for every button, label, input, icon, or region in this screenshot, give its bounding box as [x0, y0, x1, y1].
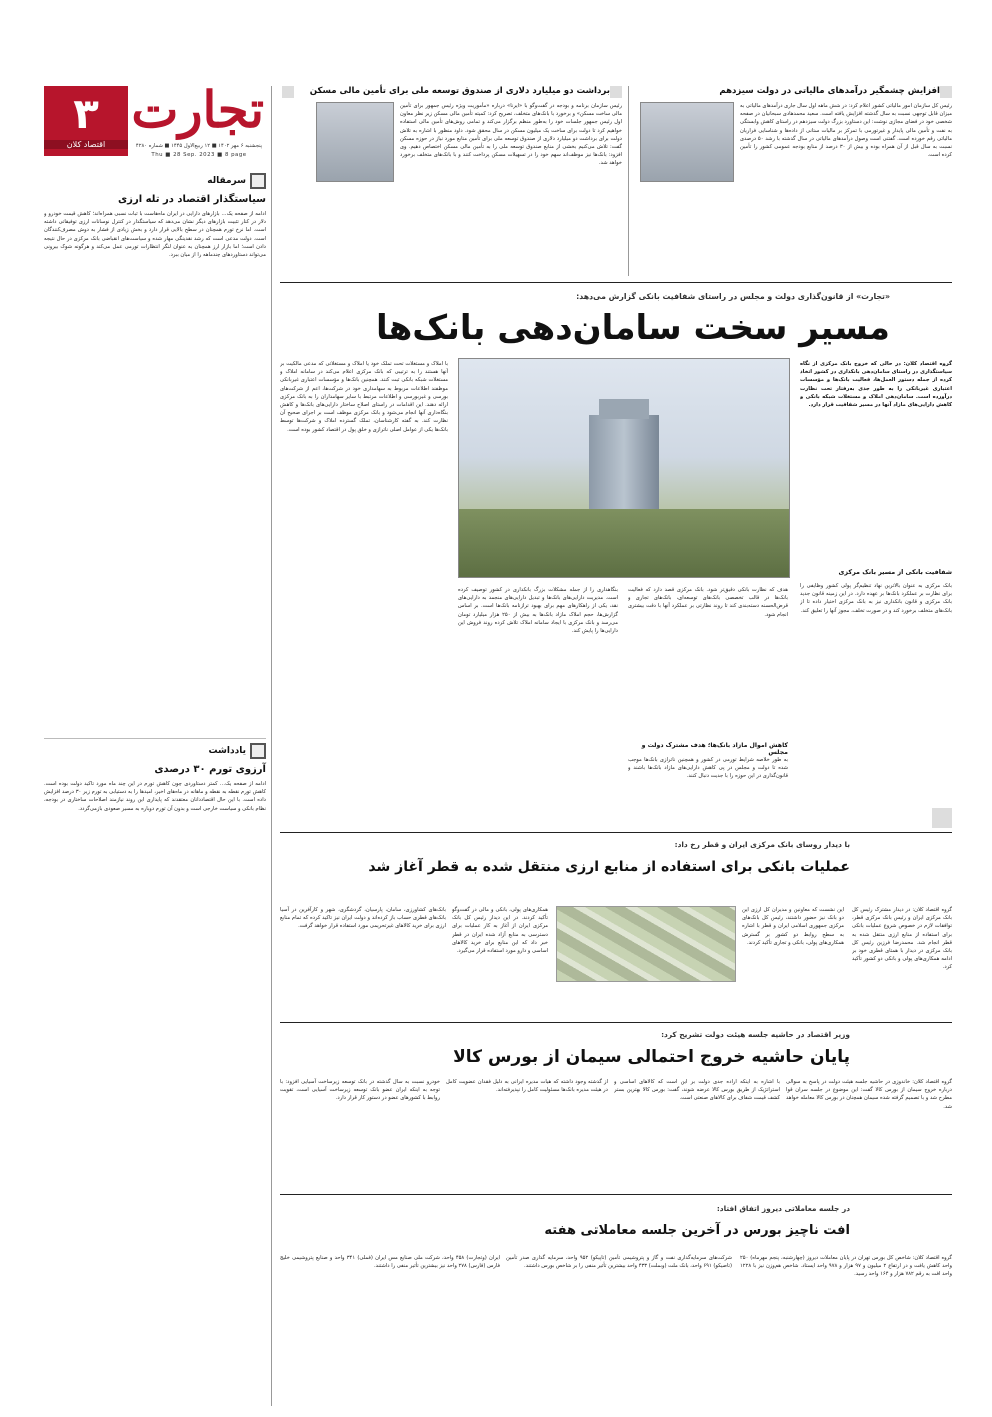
lead-sub2-body: به طور خلاصه شرایط تورمی در کشور و همچنین ناترازی بانک‌ها موجب شده تا دولت و مجلس در پی کاهش دارایی‌های مازاد بانک‌ها باشند و قانون‌گذاری در این حوزه را با جدیت دنبال کنند.	[628, 757, 788, 780]
top-right-corner-mark	[940, 86, 952, 98]
checkbox-icon	[250, 173, 266, 189]
building-top	[599, 399, 649, 419]
story4-col2: شرکت‌های سرمایه‌گذاری نفت و گاز و پتروشیمی تأمین (تاپیکو) ۹۵۲ واحد، سرمایه گذاری صدر تأمین (تاصیکو) ۶۹۱ واحد، بانک ملت (وبملت) ۴۳۳ واحد بیشترین تأثیر منفی را بر شاخص بورس داشتند.	[506, 1255, 732, 1270]
money-photo	[556, 906, 736, 982]
section-label: اقتصاد کلان	[44, 140, 128, 149]
lead-corner-mark	[932, 808, 952, 828]
story2-col4: بانک‌های کشاورزی، سامان، پارسیان، گردشگری، شهر و کارآفرین در آسیا بانک‌های قطری حساب باز کرده‌اند و دولت ایران نیز تاکید کرده که تمام منابع ارزی برای خرید کالاهای غیرتحریمی مورد استفاده قرار خواهد گرفت.	[280, 907, 446, 930]
date-en: Thu ■ 28 Sep. 2023 ■ 8 page	[151, 152, 247, 158]
story3-col3: از گذشته وجود داشته که هیات مدیره ایرانی به دلیل فقدان عضویت کامل در هیئت مدیره بانک‌ها مسئولیت کامل را نپذیرفته‌اند.	[446, 1079, 608, 1094]
top-left-side-mark	[282, 86, 294, 98]
story2-headline: عملیات بانکی برای استفاده از منابع ارزی منتقل شده به قطر آغاز شد	[368, 859, 850, 875]
date-line: پنجشنبه ۶ مهر ۱۴۰۲ ■ ۱۲ ربیع‌الاول ۱۴۴۵ ■ شماره ۴۲۸۰	[135, 143, 263, 149]
story4-col1: گروه اقتصاد کلان: شاخص کل بورس تهران در پایان معاملات دیروز (چهارشنبه، پنجم مهرماه) ۲۵۰ واحد کاهش یافت و در ارتفاع ۲ میلیون و ۹۷ هزار و ۹۷۸ واحد ایستاد. شاخص هم‌وزن نیز با ۱۲۲۸ واحد افت به رقم ۷۸۲ هزار و ۱۶۴ واحد رسید.	[740, 1255, 952, 1278]
lead-headline: مسیر سخت سامان‌دهی بانک‌ها	[375, 308, 890, 348]
lead-intro: گروه اقتصاد کلان: در حالی که خروج بانک مرکزی از نگاه سیاستگذاری در راستای سامان‌دهی بانکداری در کشور اتخاذ کرده از جمله دستور العمل‌ها، فعالیت بانک‌ها و مؤسسات اعتباری غیربانکی را به طور جدی به‌رفتار تحت نظارت درآورده است. سامان‌دهی املاک و مستغلات شبکه بانکی و کاهش دارایی‌های مازاد آنها در مسیر شفافیت قرار دارد.	[800, 361, 952, 409]
sidebar-vertical-rule	[271, 86, 272, 1406]
story2-col3: همکاری‌های پولی، بانکی و مالی در گفت‌وگو تأکید کردند. در این دیدار رئیس کل بانک مرکزی ایران از آغاز به کار عملیات برای دسترسی به منابع آزاد شده ایران در قطر خبر داد که این منابع برای خرید کالاهای اساسی و دارو مورد استفاده قرار می‌گیرد.	[452, 907, 548, 955]
central-bank-photo	[458, 358, 790, 578]
top-right-headline: افزایش چشمگیر درآمدهای مالیاتی در دولت سیزدهم	[719, 86, 940, 96]
story3-col2: با اشاره به اینکه اراده جدی دولت بر این است که کالاهای اساسی و استراتژیک از طریق بورس کالا عرضه شوند، گفت: بورس کالا بهترین بستر کشف قیمت شفاف برای کالاهای صنعتی است.	[614, 1079, 780, 1102]
story4-col3: ایران (وتجارت) ۴۵۸ واحد، شرکت ملی صنایع مس ایران (فملی) ۳۴۱ واحد و صنایع پتروشیمی خلیج فارس (فارس) ۲۷۸ واحد نیز بیشترین تأثیر منفی را داشتند.	[280, 1255, 500, 1270]
story3-kicker: وزیر اقتصاد در حاشیه جلسه هیئت دولت تشریح کرد:	[661, 1030, 850, 1039]
masthead-logo: تجارت	[131, 80, 264, 139]
top-left-corner-mark	[610, 86, 622, 98]
top-section-rule	[280, 282, 952, 283]
lead-kicker: «تجارت» از قانون‌گذاری دولت و مجلس در راستای شفافیت بانکی گزارش می‌دهد:	[576, 292, 890, 301]
story4-headline: افت ناچیز بورس در آخرین جلسه معاملاتی هفته	[544, 1223, 850, 1238]
top-left-portrait	[316, 102, 394, 182]
story3-col1: گروه اقتصاد کلان: خاندوزی در حاشیه جلسه هیئت دولت در پاسخ به سوالی درباره خروج سیمان از بورس کالا گفت: این موضوع در جلسه سران قوا مطرح شد و با تصمیم گرفته شده سیمان همچنان در بورس کالا معامله خواهد شد.	[786, 1079, 952, 1110]
checkbox-icon	[250, 743, 266, 759]
editorial-body: ادامه از صفحه یک… بازارهای دارایی در ایران ماه‌هاست با ثبات نسبی همراه‌اند؛ کاهش قیمت خودرو و دلار در کنار تثبیت بازارهای دیگر نشان می‌دهد که سیاستگذار در کنترل نوسانات ارزی توفیقاتی داشته است. اما نرخ تورم همچنان در سطح بالایی قرار دارد و بخش زیادی از فشار به دوش مصرف‌کنندگان است. دولت مدعی است که رشد نقدینگی مهار شده و سیاست‌های انقباضی بانک مرکزی در حال نتیجه دادن است؛ اما بازار ارز همچنان به عنوان لنگر انتظارات تورمی عمل می‌کند و هرگونه شوک بیرونی می‌تواند دستاوردهای چندماهه را از میان ببرد.	[44, 211, 266, 259]
story3-bottom-rule	[280, 1194, 952, 1195]
editorial-heading	[44, 172, 266, 190]
lead-sub1-title: شفافیت بانکی از مسیر بانک مرکزی	[838, 568, 952, 576]
story3-headline: پایان حاشیه خروج احتمالی سیمان از بورس کالا	[453, 1047, 850, 1067]
lead-sub2-title: کاهش اموال مازاد بانک‌ها؛ هدف مشترک دولت و مجلس	[641, 742, 788, 756]
sidebar-divider	[44, 738, 266, 739]
editorial-headline: سیاستگذار اقتصاد در تله ارزی	[118, 194, 266, 205]
top-right-body: رئیس کل سازمان امور مالیاتی کشور اعلام کرد: در شش ماهه اول سال جاری درآمدهای مالیاتی به میزان قابل توجهی نسبت به سال گذشته افزایش یافته است. سعید محمدهادی سبحانیان در صفحه شخصی خود در فضای مجازی نوشت: این دستاورد بزرگ دولت سیزدهم در راستای کاهش وابستگی به نفت و تأمین مالی پایدار و غیرتورمی با تمرکز بر مالیات ستانی از داده‌ها و شناسایی فراریان مالیاتی رقم خورده است. گفتنی است وصول درآمدهای مالیاتی در سال گذشته با رشد ۵۰ درصدی نسبت به سال قبل از آن همراه بوده و بیش از ۳۰ درصد از منابع بودجه عمومی کشور را تأمین کرده است.	[740, 103, 952, 159]
lead-bottom-rule	[280, 832, 952, 833]
lead-col3: هدف که نظارت بانکی دقیق‌تر شود. بانک مرکزی قصد دارد که فعالیت بانک‌ها در قالب تخصصی بانک‌های توسعه‌ای، بانک‌های تجاری و قرض‌الحسنه دسته‌بندی کند تا روند نظارتی بر عملکرد آنها با دقت بیشتری انجام شود.	[628, 587, 788, 618]
lead-sub1-body: بانک مرکزی به عنوان بالاترین نهاد تنظیم‌گر پولی کشور وظایفی را برای نظارت بر عملکرد بانک‌ها بر عهده دارد. در این زمینه قانون جدید بانک مرکزی و قانون بانکداری نیز به بانک مرکزی اختیار داده تا از بانک‌های متخلف برخورد کند و در صورت تخلف، مجوز آنها را تعلیق کند.	[800, 583, 952, 614]
top-left-headline: برداشت دو میلیارد دلاری از صندوق توسعه ملی برای تأمین مالی مسکن	[309, 86, 610, 96]
story4-kicker: در جلسه معاملاتی دیروز اتفاق افتاد:	[716, 1204, 850, 1213]
top-right-portrait	[640, 102, 734, 182]
story2-col2: این نشست که معاونین و مدیران کل ارزی این دو بانک نیز حضور داشتند، رئیس کل بانک‌های مرکزی جمهوری اسلامی ایران و قطر با اشاره به سطح روابط دو کشور بر گسترش همکاری‌های پولی، بانکی و تجاری تأکید کردند.	[742, 907, 844, 946]
note-headline: آرزوی تورم ۳۰ درصدی	[154, 764, 266, 775]
note-title: یادداشت	[208, 746, 246, 756]
note-heading	[44, 742, 266, 760]
lead-col1: با املاک و مستغلات تحت تملک خود یا املاک و مستغلاتی که مدعی مالکیت بر آنها هستند را به ترتیبی که بانک مرکزی اعلام می‌کند در سامانه املاک و مستغلات شبکه بانکی ثبت کنند. همچنین بانک‌ها و مؤسسات اعتباری غیربانکی موظفند اطلاعات مربوط به سهامداری خود در شرکت‌ها، اعم از شرکت‌های بورسی و غیربورسی و اطلاعات مرتبط با سایر سهامداران را به بانک مرکزی ارائه دهند. این اقدامات در راستای اصلاح ساختار دارایی‌های بانک‌ها و کاهش بنگاه‌داری آنها انجام می‌شود و بانک مرکزی موظف است بر اجرای صحیح آن نظارت کند. به گفته کارشناسان، تملک گسترده املاک و شرکت‌ها توسط بانک‌ها یکی از عوامل اصلی ناترازی و خلق پول در اقتصاد کشور بوده است.	[280, 361, 448, 433]
page-number-box	[44, 86, 128, 156]
page-number: ۳	[73, 88, 99, 138]
top-left-body: رئیس سازمان برنامه و بودجه در گفت‌وگو با «ایرنا» درباره «مأموریت ویژه رئیس جمهور برای تأمین مالی ساخت مسکن» و برخورد با بانک‌های متخلف، تصریح کرد: کمیته تأمین مالی مسکن زیر نظر معاون اول رئیس جمهور جلسات خود را به‌طور منظم برگزار می‌کند و تمامی روش‌های تأمین مالی استفاده خواهیم کرد تا دولت برای ساخت یک میلیون مسکن در سال محقق شود. داود منظور با اشاره به تلاش دولت برای برداشت دو میلیارد دلاری از صندوق توسعه ملی برای تأمین منابع مورد نیاز در حوزه مسکن گفت: تلاش می‌کنیم بخشی از منابع صندوق توسعه ملی را به تأمین مالی مسکن اختصاص دهیم. وی افزود: بانک‌ها نیز موظف‌اند سهم خود را در تسهیلات مسکن پرداخت کنند و با بانک‌های متخلف برخورد خواهد شد.	[400, 103, 622, 167]
story2-kicker: با دیدار روسای بانک مرکزی ایران و قطر رخ داد:	[674, 840, 850, 849]
story2-bottom-rule	[280, 1022, 952, 1023]
story2-col1: گروه اقتصاد کلان: در دیدار مشترک رئیس کل بانک مرکزی ایران و رئیس بانک مرکزی قطر، توافقات لازم در خصوص شروع عملیات بانکی برای استفاده از منابع ارزی منتقل شده به قطر انجام شد. محمدرضا فرزین رئیس کل بانک مرکزی در دیدار با همتای قطری خود بر ادامه همکاری‌های پولی و بانکی دو کشور تأکید کرد.	[852, 907, 952, 971]
top-divider-vertical	[628, 86, 629, 276]
story3-col4: خودرو نسبت به سال گذشته در بانک توسعه زیرساخت آسیایی افزود: با توجه به اینکه ایران عضو بانک توسعه زیرساخت آسیایی است، تقویت روابط با کشورهای عضو در دستور کار قرار دارد.	[280, 1079, 440, 1102]
trees-shape	[459, 509, 789, 577]
lead-col2: بنگاهداری را از جمله مشکلات بزرگ بانکداری در کشور توصیف کرده است. مدیریت دارایی‌های بانک‌ها و تبدیل دارایی‌های منجمد به دارایی‌های نقد، یکی از راهکارهای مهم برای بهبود ترازنامه بانک‌ها است. بر اساس گزارش‌ها، حجم املاک مازاد بانک‌ها به بیش از ۲۵۰ هزار میلیارد تومان می‌رسد و بانک مرکزی با ایجاد سامانه املاک تلاش کرده روند فروش این دارایی‌ها را پایش کند.	[458, 587, 618, 635]
editorial-title: سرمقاله	[207, 176, 246, 186]
note-body: ادامه از صفحه یک… کمتر دستاوردی چون کاهش تورم در این چند ماه مورد تاکید دولت بوده است. کاهش تورم نقطه به نقطه و ماهانه در ماه‌های اخیر، امیدها را به دستیابی به تورم زیر ۳۰ درصد افزایش داده است. با این حال اقتصاددانان معتقدند که پایداری این روند نیازمند اصلاحات ساختاری در بودجه، نظام بانکی و سیاست خارجی است و بدون آن تورم دوباره به مسیر صعودی بازمی‌گردد.	[44, 781, 266, 812]
